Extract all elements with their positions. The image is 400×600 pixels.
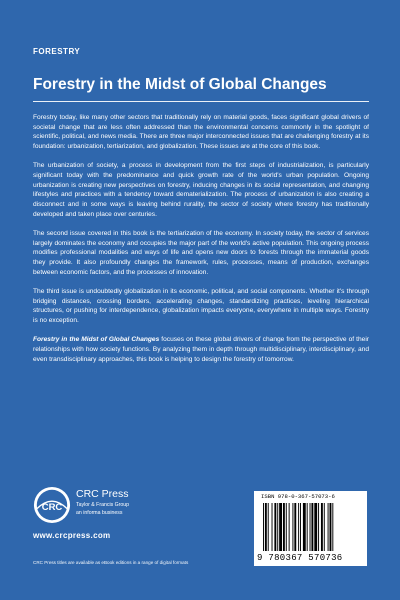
- barcode-bar: [314, 503, 317, 551]
- category-label: FORESTRY: [33, 47, 81, 56]
- ebook-note: CRC Press titles are available as eBook editions in a range of digital formats: [33, 560, 189, 565]
- barcode-bar: [279, 503, 282, 551]
- barcode-bar: [263, 503, 264, 551]
- paragraph-5: [33, 335, 369, 364]
- isbn-barcode-panel: [254, 491, 367, 566]
- book-title: Forestry in the Midst of Global Changes: [33, 76, 327, 93]
- publisher-group: Taylor & Francis Group: [76, 502, 130, 508]
- barcode-bar: [330, 503, 332, 551]
- barcode-bar: [303, 503, 306, 551]
- barcode-bar: [277, 503, 278, 551]
- barcode-number: 9 780367 570736: [257, 553, 343, 563]
- barcode-bar: [321, 503, 323, 551]
- barcode-bar: [292, 503, 293, 551]
- barcode-bar: [328, 503, 329, 551]
- barcode-icon: [263, 503, 359, 551]
- isbn-text: ISBN 978-0-367-57073-6: [261, 493, 335, 500]
- logo-text: CRC: [41, 501, 63, 513]
- barcode-bar: [294, 503, 296, 551]
- barcode-bar: [268, 503, 269, 551]
- paragraph-3: The second issue covered in this book is the tertiarization of the economy. In society today, the sector of services largely dominates the economy and occupies the major part of the world's active population. This ongoing process modifies professional modalities and ways of life and opens new doors to forests through the immaterial goods they provide. It also profoundly changes the framework, rules, processes, means of production, exchanges between economic factors, and the processes of innovation.: [33, 230, 369, 276]
- barcode-bar: [310, 503, 311, 551]
- barcode-bar: [324, 503, 325, 551]
- paragraph-4: The third issue is undoubtedly globalization in its economic, political, and social components. Whether it's through bridging distances, crossing borders, accelerating changes, standardizing practices, leveling hierarchical structures, or pushing for interdependence, globalization impacts everyone, everywhere in multiple ways. Forestry is no exception.: [33, 288, 369, 325]
- title-divider: [33, 101, 369, 102]
- barcode-bar: [265, 503, 267, 551]
- crc-press-logo: [33, 486, 71, 524]
- publisher-name: CRC Press: [76, 488, 129, 500]
- barcode-bar: [318, 503, 319, 551]
- barcode-bar: [307, 503, 308, 551]
- back-cover-text: [33, 113, 369, 374]
- barcode-bar: [289, 503, 290, 551]
- barcode-bar: [332, 503, 333, 551]
- barcode-bar: [300, 503, 301, 551]
- barcode-bar: [298, 503, 299, 551]
- closing-book-title: Forestry in the Midst of Global Changes: [33, 336, 160, 344]
- publisher-parent: an informa business: [76, 510, 123, 516]
- barcode-bar: [283, 503, 285, 551]
- barcode-bar: [272, 503, 273, 551]
- closing-text: focuses on these global drivers of change from the perspective of their relationships with how society functions. By analyzing them in depth through multidisciplinary, interdisciplinary, and even transdisciplinary approaches, this book is helping to design the forestry of tomorrow.: [33, 336, 369, 363]
- paragraph-1: Forestry today, like many other sectors that traditionally rely on material goods, faces significant global drivers of societal change that are less often addressed than the environmental concerns commonly in the spotlight of scientific, political, and news media. There are three major interconnected issues that are challenging forestry at its foundation: urbanization, tertiarization, and globalization. These issues are at the core of this book.: [33, 114, 369, 151]
- barcode-bar: [274, 503, 276, 551]
- paragraph-2: The urbanization of society, a process in development from the first steps of industrialization, is particularly significant today with the predominance and quick growth rate of the world's urban population. Ongoing urbanization is creating new perspectives on forestry, inducing changes in its social representation, and changing lifestyles and practices with a tendency toward dematerialization. The process of urbanization is also creating a disconnect and in some ways is leaving behind rurality, the sector of society where forestry has traditionally developed and taken place over centuries.: [33, 162, 369, 218]
- barcode-bar: [286, 503, 287, 551]
- publisher-url[interactable]: www.crcpress.com: [33, 531, 111, 540]
- barcode-bar: [311, 503, 313, 551]
